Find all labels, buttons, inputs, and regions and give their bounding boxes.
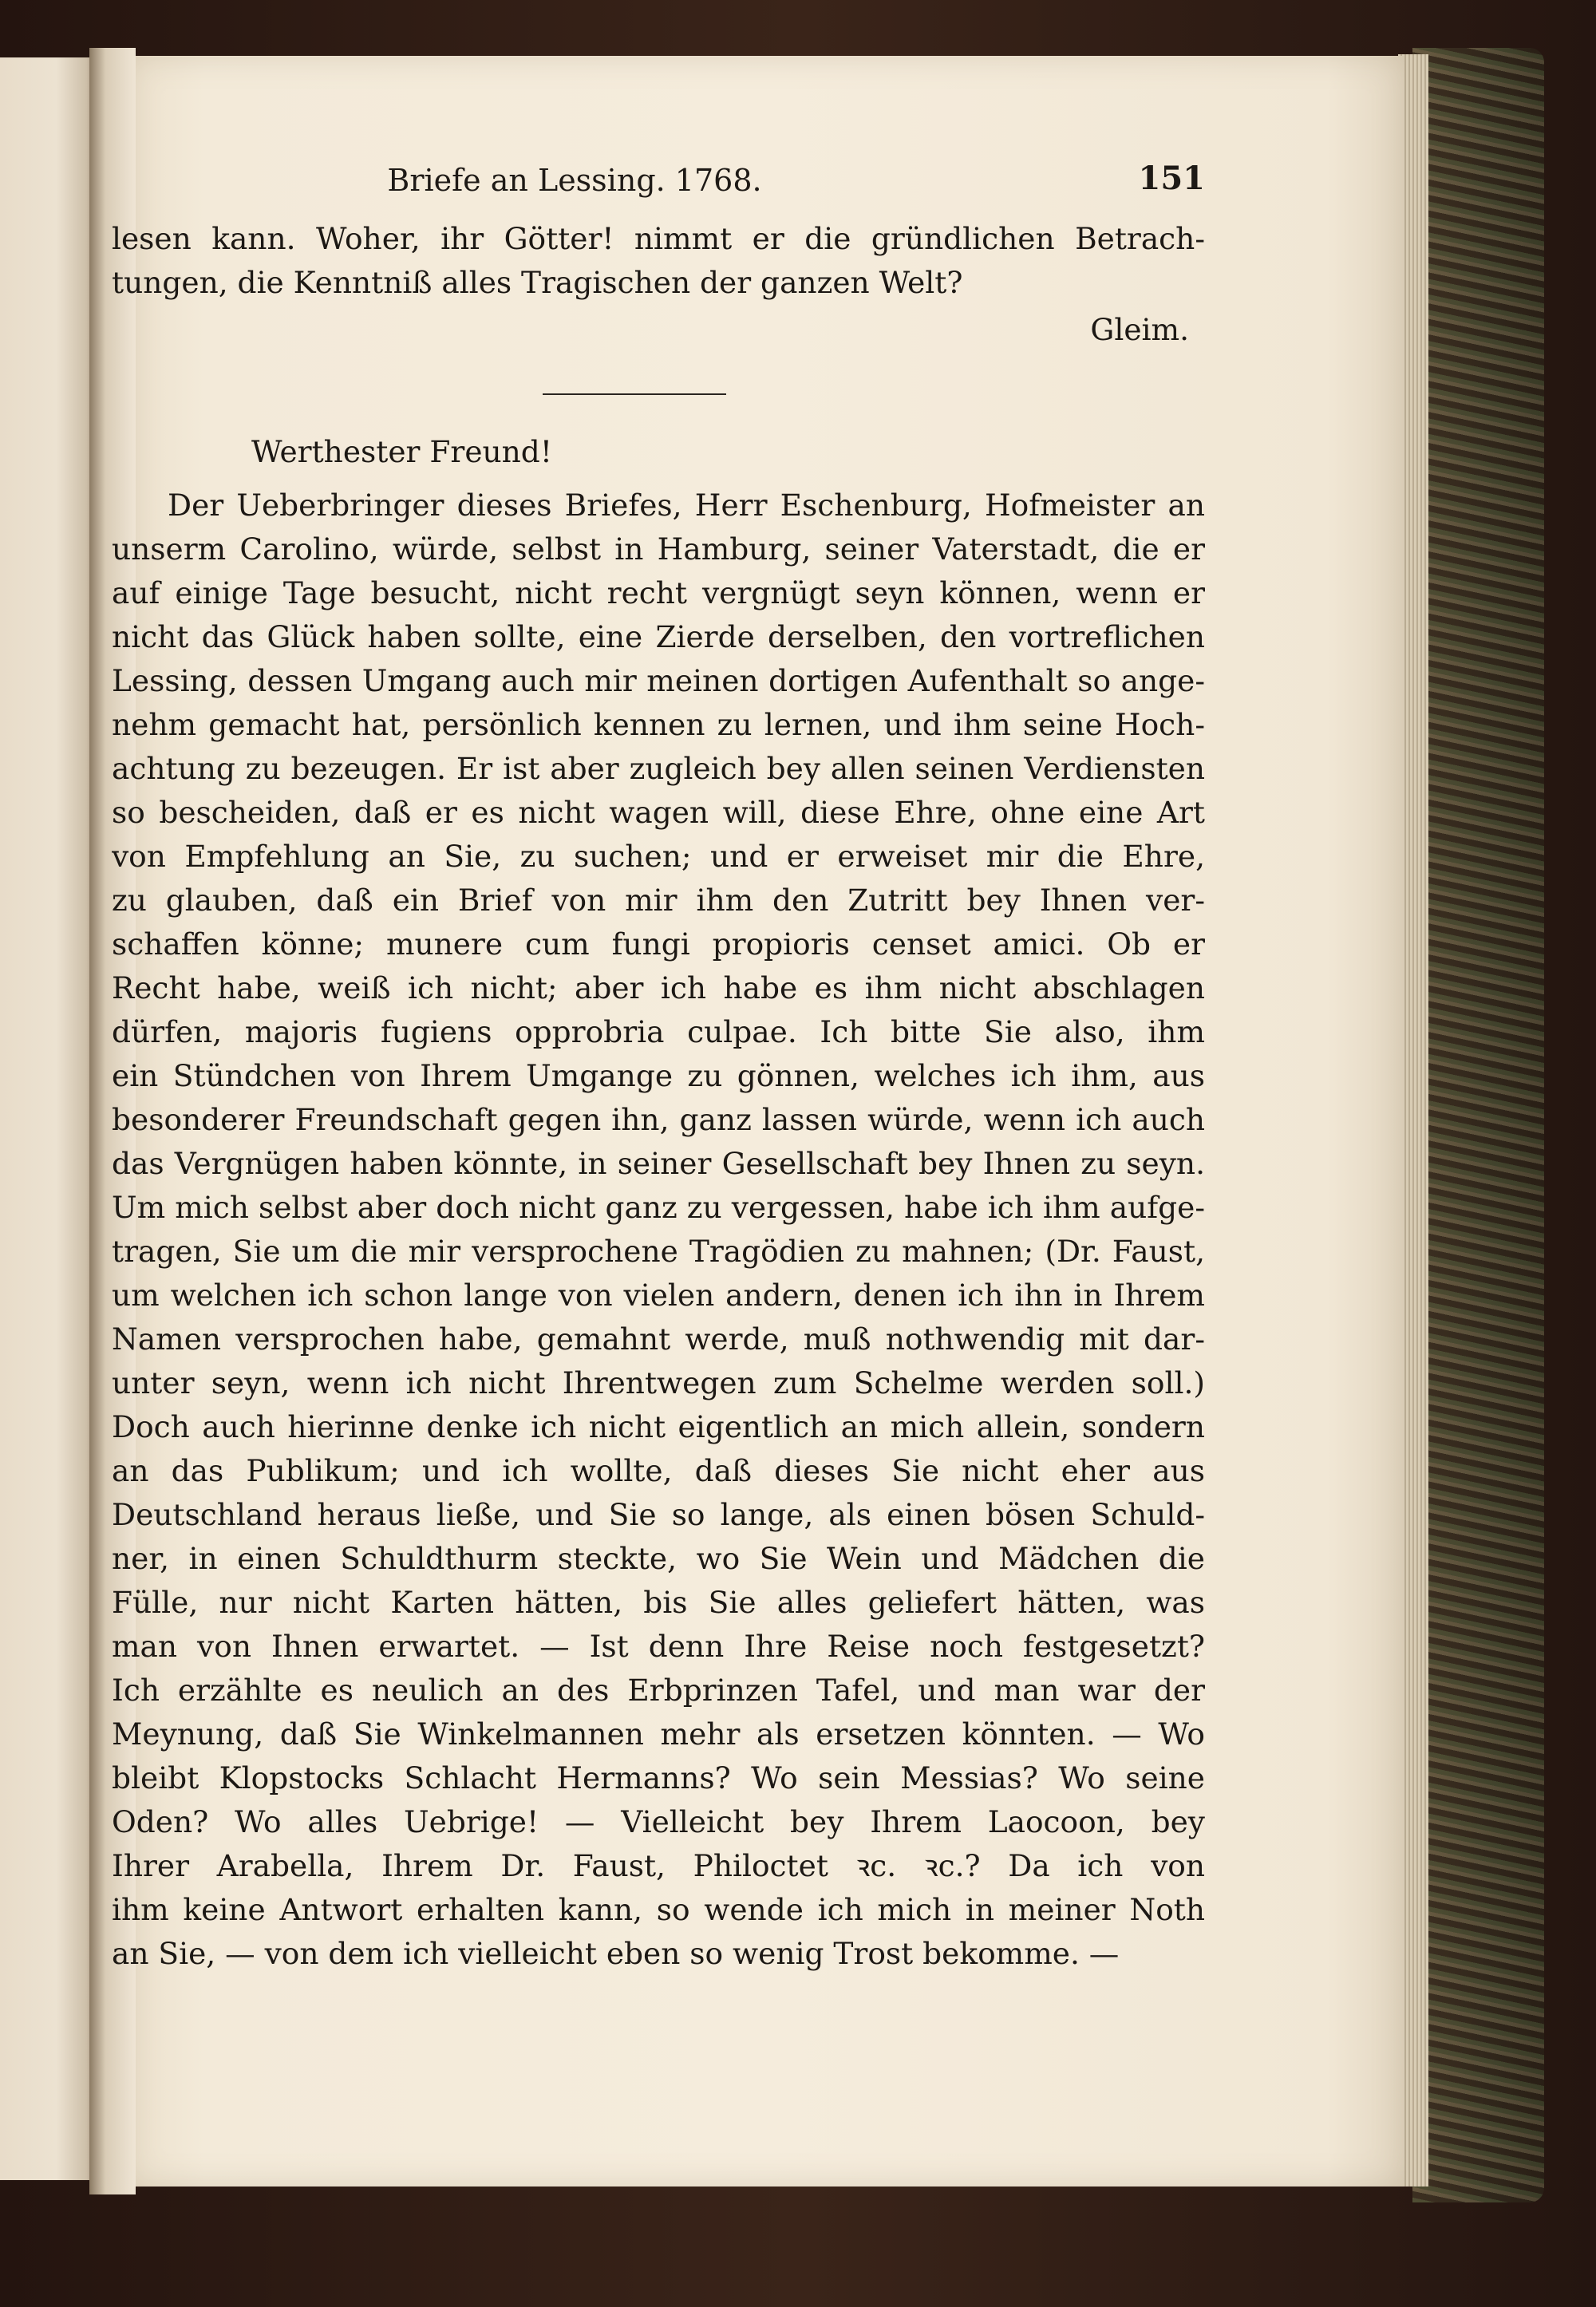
text-line: tragen, Sie um die mir versprochene Tragödien zu mahnen; (Dr. Faust, [112,1234,1205,1269]
running-head [136,156,1205,204]
text-line: Oden? Wo alles Uebrige! — Vielleicht bey Ihrem Laocoon, bey [112,1804,1205,1839]
text-line: Ich erzählte es neulich an des Erbprinzen Tafel, und man war der [112,1673,1205,1708]
text-line: Meynung, daß Sie Winkelmannen mehr als ersetzen könnten. — Wo [112,1716,1205,1752]
text-line: bleibt Klopstocks Schlacht Hermanns? Wo sein Messias? Wo seine [112,1760,1205,1795]
text-line: nicht das Glück haben sollte, eine Zierde derselben, den vortreflichen [112,619,1205,654]
letter-signature: Gleim. [1090,312,1189,347]
text-line: unter seyn, wenn ich nicht Ihrentwegen zum Schelme werden soll.) [112,1365,1205,1400]
book-cover-edge [1412,48,1544,2202]
text-line: Namen versprochen habe, gemahnt werde, muß nothwendig mit dar- [112,1321,1205,1357]
text-line: ner, in einen Schuldthurm steckte, wo Sie Wein und Mädchen die [112,1541,1205,1576]
text-line: das Vergnügen haben könnte, in seiner Gesellschaft bey Ihnen zu seyn. [112,1146,1205,1181]
text-line: unserm Carolino, würde, selbst in Hamburg, seiner Vaterstadt, die er [112,531,1205,567]
facing-page-edge [0,57,94,2180]
text-line: ein Stündchen von Ihrem Umgange zu gönnen, welches ich ihm, aus [112,1058,1205,1093]
text-line: Um mich selbst aber doch nicht ganz zu vergessen, habe ich ihm aufge- [112,1190,1205,1225]
text-line: Deutschland heraus ließe, und Sie so lange, als einen bösen Schuld- [112,1497,1205,1532]
text-line: Fülle, nur nicht Karten hätten, bis Sie alles geliefert hätten, was [112,1585,1205,1620]
text-line: auf einige Tage besucht, nicht recht vergnügt seyn können, wenn er [112,575,1205,610]
text-line: achtung zu bezeugen. Er ist aber zugleich bey allen seinen Verdiensten [112,751,1205,786]
text-line: so bescheiden, daß er es nicht wagen will, diese Ehre, ohne eine Art [112,795,1205,830]
section-divider [543,393,726,395]
text-line: an das Publikum; und ich wollte, daß dieses Sie nicht eher aus [112,1453,1205,1488]
text-line: Recht habe, weiß ich nicht; aber ich habe es ihm nicht abschlagen [112,970,1205,1005]
text-line: um welchen ich schon lange von vielen andern, denen ich ihn in Ihrem [112,1278,1205,1313]
text-line: tungen, die Kenntniß alles Tragischen der ganzen Welt? [112,265,963,300]
page-text [112,217,1205,1976]
page-number: 151 [1138,160,1205,197]
letter-body [112,484,1205,1976]
text-line: Der Ueberbringer dieses Briefes, Herr Eschenburg, Hofmeister an [168,488,1205,523]
text-line: man von Ihnen erwartet. — Ist denn Ihre Reise noch festgesetzt? [112,1629,1205,1664]
text-line: an Sie, — von dem ich vielleicht eben so wenig Trost bekomme. — [112,1936,1120,1971]
running-head-title: Briefe an Lessing. 1768. [387,163,762,198]
text-line: besonderer Freundschaft gegen ihn, ganz lassen würde, wenn ich auch [112,1102,1205,1137]
text-line: nehm gemacht hat, persönlich kennen zu lernen, und ihm seine Hoch- [112,707,1205,742]
text-line: Lessing, dessen Umgang auch mir meinen dortigen Aufenthalt so ange- [112,663,1205,698]
text-line: Ihrer Arabella, Ihrem Dr. Faust, Philoctet ꝛc. ꝛc.? Da ich von [112,1848,1205,1883]
text-line: Doch auch hierinne denke ich nicht eigentlich an mich allein, sondern [112,1409,1205,1444]
preceding-letter-ending [112,217,1205,352]
text-line: schaffen könne; munere cum fungi propioris censet amici. Ob er [112,926,1205,962]
text-line: lesen kann. Woher, ihr Götter! nimmt er die gründlichen Betrach- [112,221,1205,256]
text-line: zu glauben, daß ein Brief von mir ihm den Zutritt bey Ihnen ver- [112,883,1205,918]
text-line: von Empfehlung an Sie, zu suchen; und er erweiset mir die Ehre, [112,839,1205,874]
text-line: dürfen, majoris fugiens opprobria culpae. Ich bitte Sie also, ihm [112,1014,1205,1049]
text-line: ihm keine Antwort erhalten kann, so wende ich mich in meiner Noth [112,1892,1205,1927]
letter-salutation: Werthester Freund! [251,434,552,469]
